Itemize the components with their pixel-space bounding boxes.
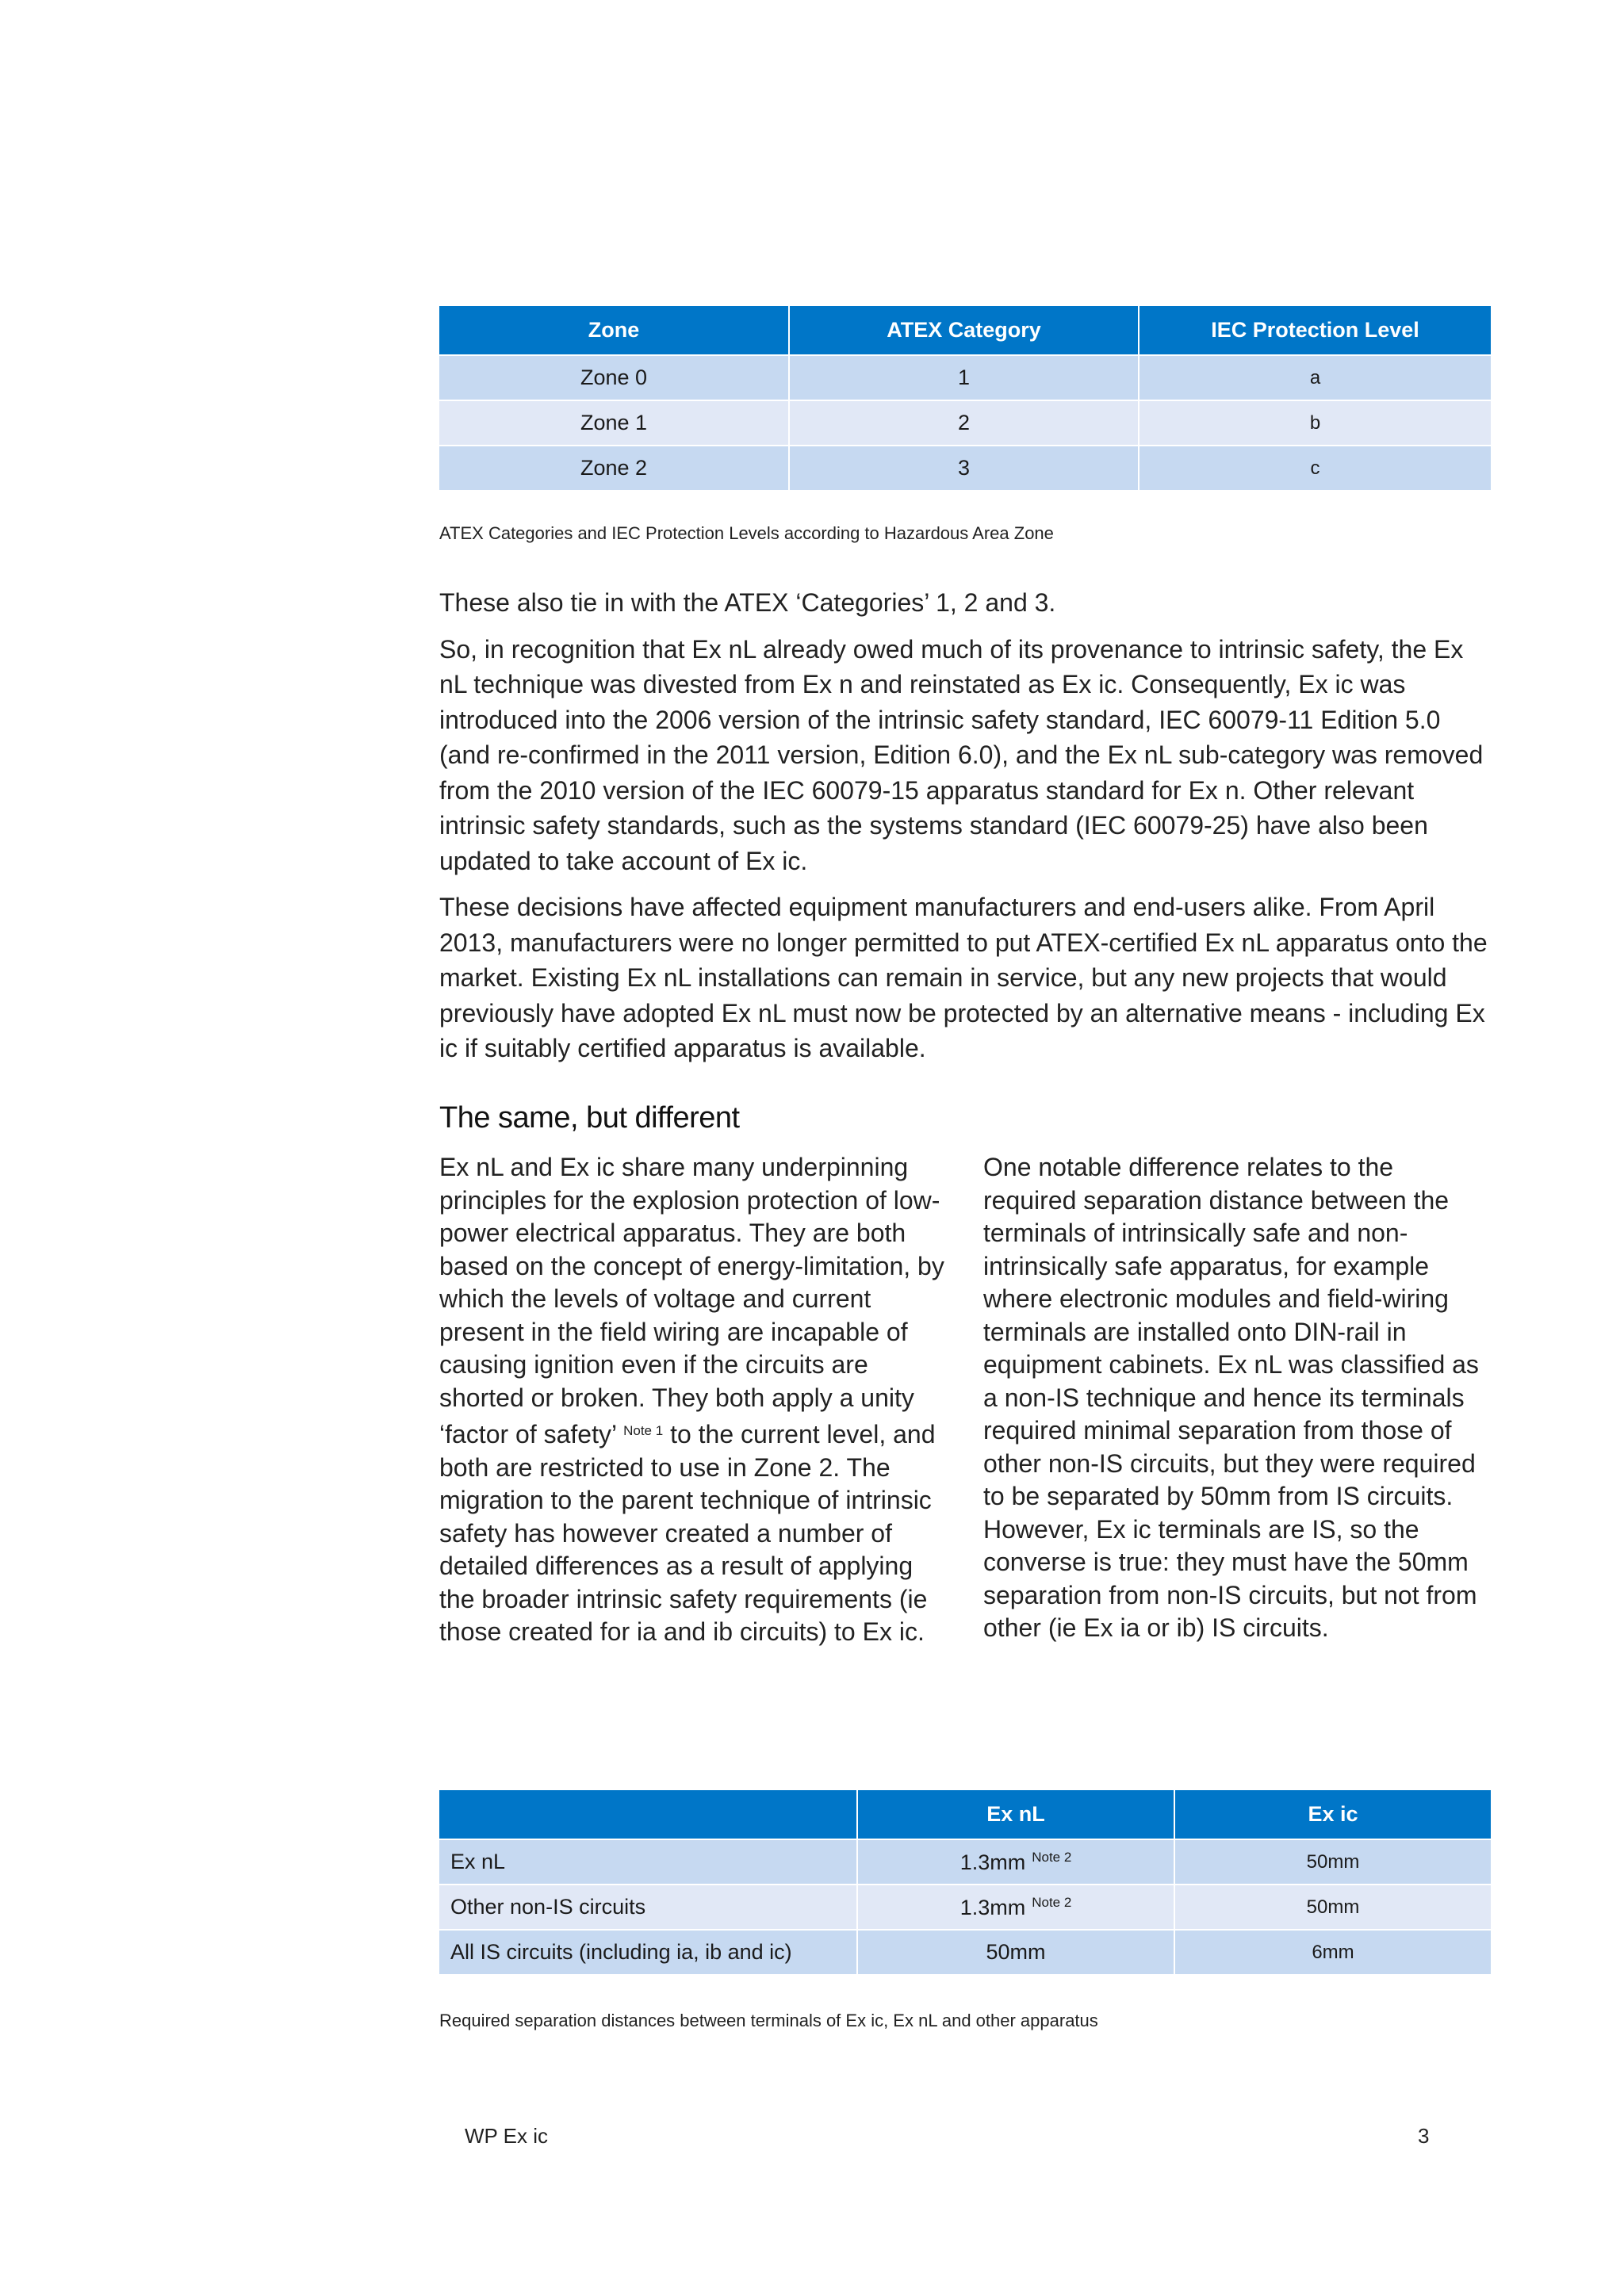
column-header-zone: Zone bbox=[439, 306, 789, 355]
ex-nl-value-cell: 50mm bbox=[857, 1930, 1174, 1974]
table-row bbox=[439, 1930, 1491, 1974]
zone-category-table bbox=[439, 306, 1491, 490]
table-header-row bbox=[439, 306, 1491, 355]
table-row bbox=[439, 400, 1491, 446]
iec-level-cell: c bbox=[1139, 446, 1491, 490]
row-label-cell: Ex nL bbox=[439, 1839, 857, 1885]
paragraph: So, in recognition that Ex nL already owed much of its provenance to intrinsic safety, the Ex nL technique was divested from Ex n and reinstated as Ex ic. Consequently, Ex ic was introduced into the 2006 version of the intrinsic safety standard, IEC 60079-11 Edition 5.0 (and re-confirmed in the 2011 version, Edition 6.0), and the Ex nL sub-category was removed from the 2010 version of the IEC 60079-15 apparatus standard for Ex n. Other relevant intrinsic safety standards, such as the systems standard (IEC 60079-25) have also been updated to take account of Ex ic. bbox=[439, 634, 1484, 875]
right-column-text: One notable difference relates to the required separation distance between the terminals of intrinsically safe and non-intrinsically safe apparatus, for example where electronic modules and field-wiring terminals are installed onto DIN-rail in equipment cabinets. Ex nL was classified as a non-IS technique and hence its terminals required minimal separation from those of other non-IS circuits, but they were required to be separated by 50mm from IS circuits. However, Ex ic terminals are IS, so the converse is true: they must have the 50mm separation from non-IS circuits, but not from other (ie Ex ia or ib) IS circuits. bbox=[983, 1153, 1479, 1642]
zone-cell: Zone 0 bbox=[439, 355, 789, 400]
zone-cell: Zone 1 bbox=[439, 400, 789, 446]
table-row bbox=[439, 355, 1491, 400]
ex-ic-value-cell: 6mm bbox=[1174, 1930, 1491, 1974]
footer-document-title: WP Ex ic bbox=[465, 2124, 548, 2148]
table-header-row bbox=[439, 1790, 1491, 1839]
separation-distance-table bbox=[439, 1790, 1491, 1974]
iec-level-cell: a bbox=[1139, 355, 1491, 400]
column-header-ex-nl: Ex nL bbox=[857, 1790, 1174, 1839]
note-1-reference: Note 1 bbox=[623, 1423, 664, 1438]
table-row bbox=[439, 1839, 1491, 1885]
footer-page-number: 3 bbox=[1418, 2124, 1430, 2148]
iec-level-cell: b bbox=[1139, 400, 1491, 446]
section-heading: The same, but different bbox=[439, 1101, 740, 1135]
atex-category-cell: 2 bbox=[789, 400, 1139, 446]
row-label-cell: All IS circuits (including ia, ib and ic) bbox=[439, 1930, 857, 1974]
left-column-text: Ex nL and Ex ic share many underpinning principles for the explosion protection of low-power electrical apparatus. They are both based on the concept of energy-limitation, by which the levels of voltage and current present in the field wiring are incapable of causing ignition even if the circuits are shorted or broken. They both apply a unity ‘factor of safety’ $^{Note 1}$ to the current level, and both are restricted to use in Zone 2. The migration to the parent technique of intrinsic safety has however created a number of detailed differences as a result of applying the broader intrinsic safety requirements (ie those created for ia and ib circuits) to Ex ic. bbox=[439, 1153, 944, 1646]
note-2-reference: Note 2 bbox=[1032, 1849, 1072, 1865]
column-header-ex-ic: Ex ic bbox=[1174, 1790, 1491, 1839]
column-header-iec-protection-level: IEC Protection Level bbox=[1139, 306, 1491, 355]
ex-nl-value-cell: 1.3mm $^{Note 2}$ bbox=[857, 1839, 1174, 1885]
paragraph: These decisions have affected equipment manufacturers and end-users alike. From April 2013, manufacturers were no longer permitted to put ATEX-certified Ex nL apparatus onto the market. Existing Ex nL installations can remain in service, but any new projects that would previously have adopted Ex nL must now be protected by an alternative means - including Ex ic if suitably certified apparatus is available. bbox=[439, 893, 1488, 1062]
column-header-empty bbox=[439, 1790, 857, 1839]
atex-category-cell: 3 bbox=[789, 446, 1139, 490]
paragraph: These also tie in with the ATEX ‘Categories’ 1, 2 and 3. bbox=[439, 588, 1056, 617]
ex-ic-value-cell: 50mm bbox=[1174, 1839, 1491, 1885]
ex-ic-value-cell: 50mm bbox=[1174, 1885, 1491, 1930]
body-paragraphs bbox=[439, 585, 1491, 1066]
table-row bbox=[439, 1885, 1491, 1930]
note-2-reference: Note 2 bbox=[1032, 1894, 1072, 1910]
two-column-text bbox=[439, 1151, 1491, 1649]
table1-caption: ATEX Categories and IEC Protection Levels according to Hazardous Area Zone bbox=[439, 523, 1054, 543]
atex-category-cell: 1 bbox=[789, 355, 1139, 400]
column-header-atex-category: ATEX Category bbox=[789, 306, 1139, 355]
table-row bbox=[439, 446, 1491, 490]
row-label-cell: Other non-IS circuits bbox=[439, 1885, 857, 1930]
zone-cell: Zone 2 bbox=[439, 446, 789, 490]
ex-nl-value-cell: 1.3mm $^{Note 2}$ bbox=[857, 1885, 1174, 1930]
table2-caption: Required separation distances between terminals of Ex ic, Ex nL and other apparatus bbox=[439, 2011, 1098, 2030]
